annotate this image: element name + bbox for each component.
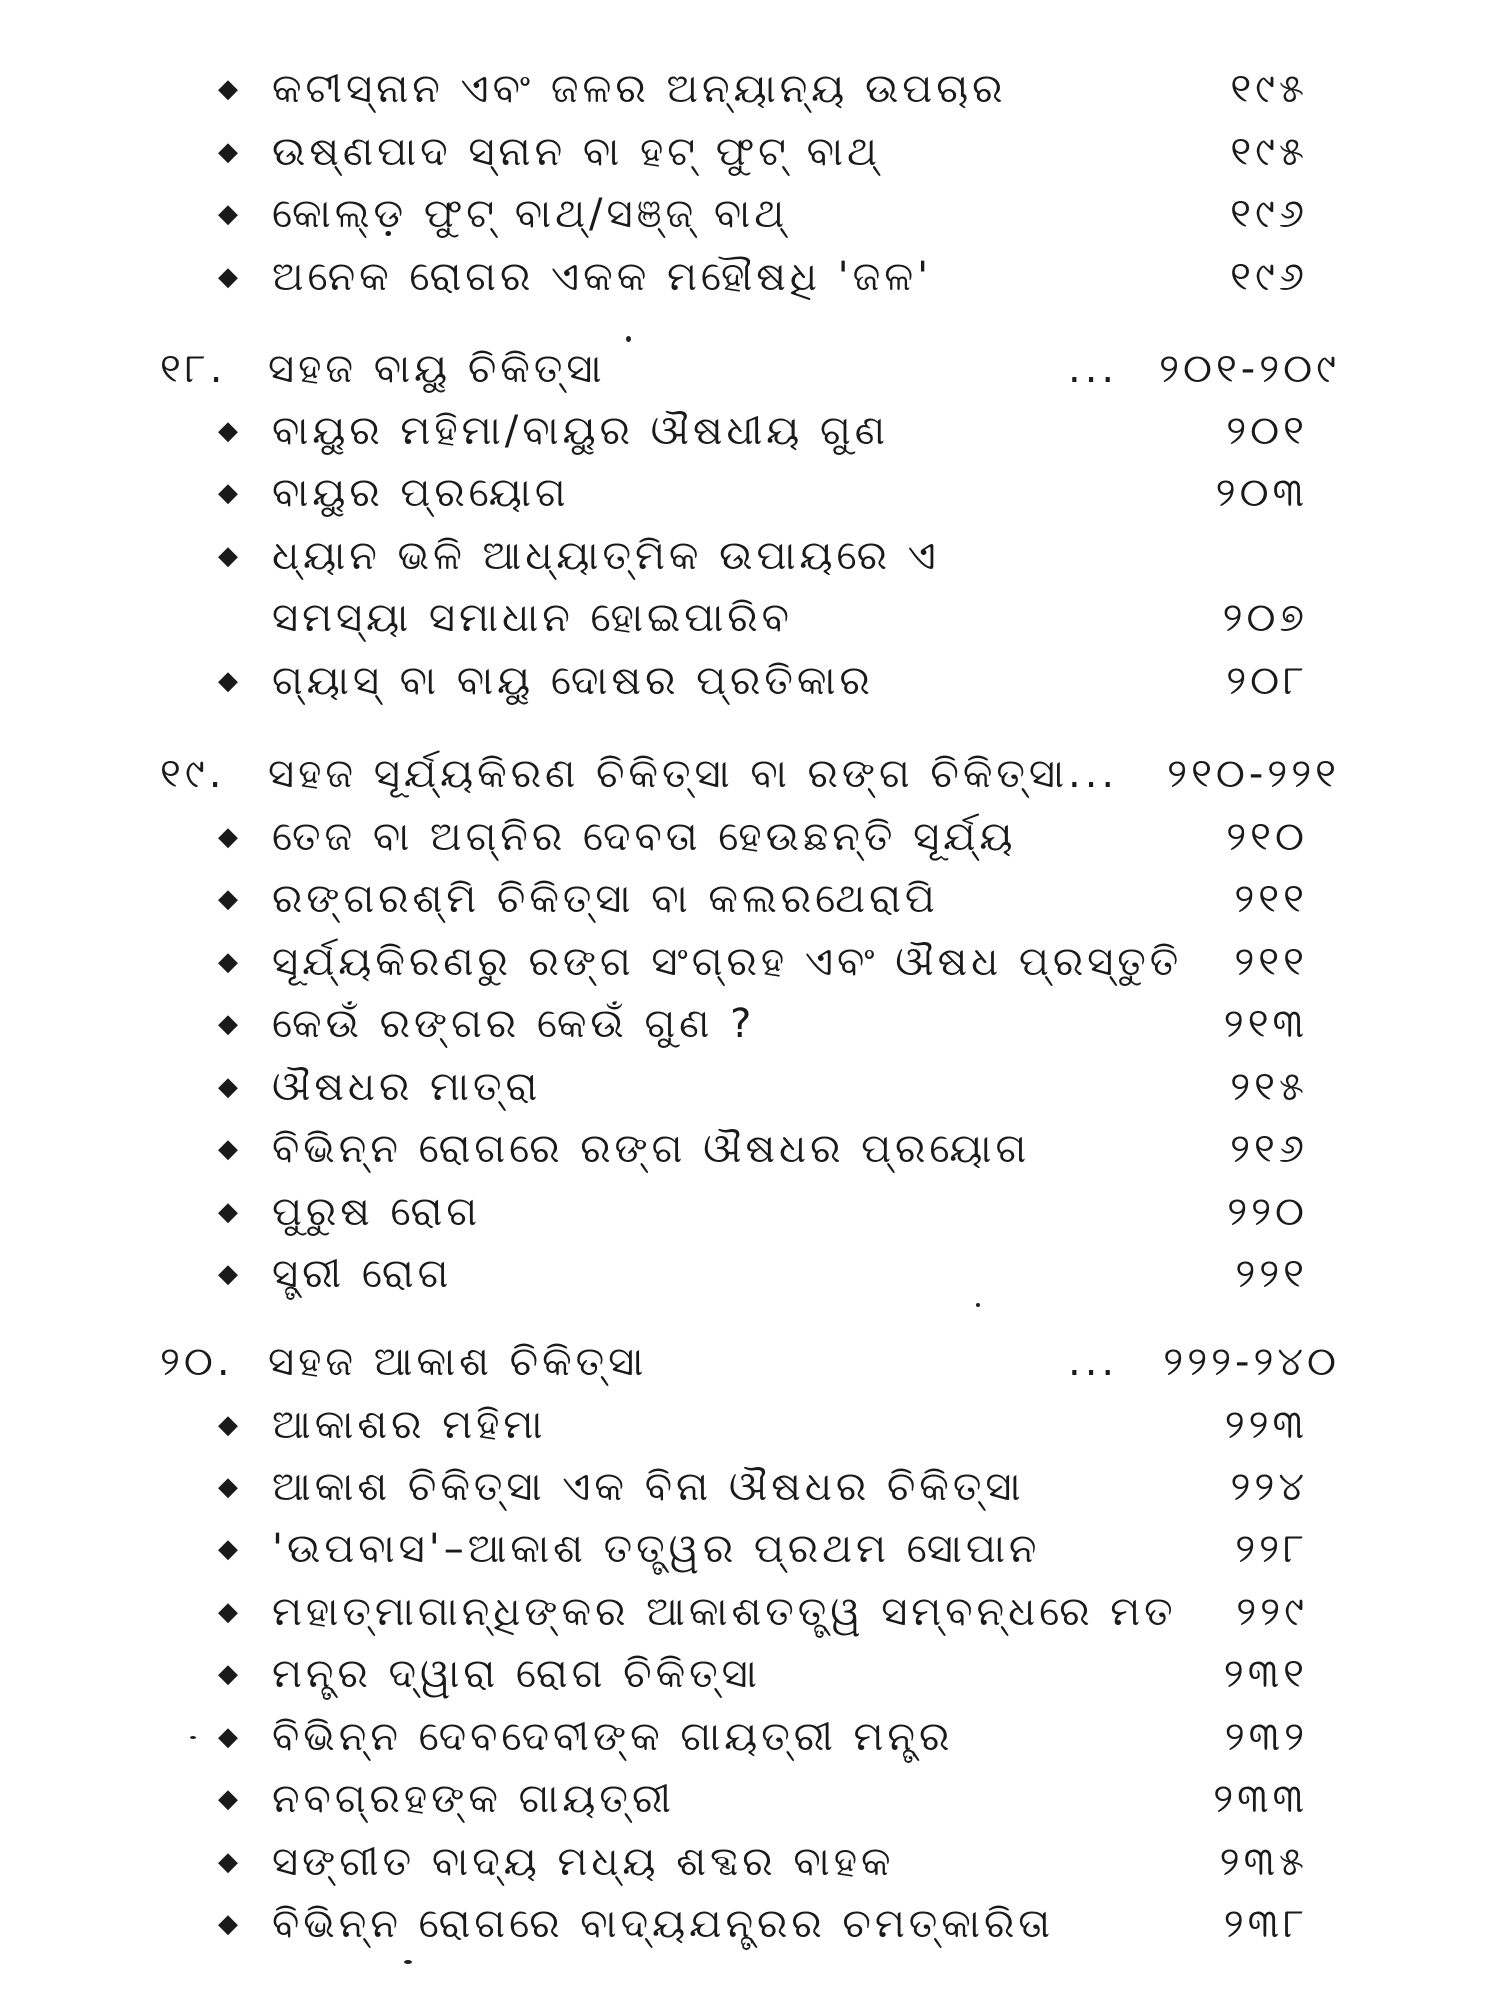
entry-page: ୨୩୧ (1223, 1651, 1308, 1697)
entry-title: କୋଲ୍ଡ଼ ଫୁଟ୍ ବାଥ୍/ସଞ୍ଜ୍ ବାଥ୍ (272, 191, 789, 237)
entry-page: ୨୦୭ (1222, 595, 1308, 641)
toc-entry (0, 1058, 1500, 1116)
toc-entry (0, 1895, 1500, 1953)
entry-title: ବିଭିନ୍ନ ରୋଗରେ ରଙ୍ଗ ଔଷଧର ପ୍ରୟୋଗ (272, 1126, 1031, 1172)
entry-page: ୨୨୩ (1224, 1402, 1308, 1448)
entry-title: ଆକାଶର ମହିମା (272, 1402, 547, 1448)
bullet-diamond-icon: ◆ (218, 74, 242, 104)
entry-title: ସ୍ତ୍ରୀ ରୋଗ (272, 1251, 453, 1297)
entry-title: ଉଷ୍ଣପାଦ ସ୍ନାନ ବା ହଟ୍ ଫୁଟ୍ ବାଥ୍ (272, 129, 881, 175)
section-number: ୨୦. (160, 1339, 234, 1385)
toc-entry (0, 995, 1500, 1053)
entry-title: ବିଭିନ୍ନ ଦେବଦେବୀଙ୍କ ଗାୟତ୍ରୀ ମନ୍ତ୍ର (272, 1714, 954, 1760)
toc-entry (0, 1833, 1500, 1891)
section-leader-dots: ... (1068, 1339, 1119, 1385)
bullet-diamond-icon: ◆ (218, 137, 242, 167)
toc-entry (0, 248, 1500, 306)
section-heading (0, 340, 1500, 398)
bullet-diamond-icon: ◆ (218, 262, 242, 292)
scan-speck (190, 1736, 196, 1739)
entry-page: ୨୧୧ (1234, 876, 1308, 922)
entry-title: ଔଷଧର ମାତ୍ରା (272, 1064, 542, 1110)
toc-entry (0, 1770, 1500, 1828)
toc-entry (0, 1183, 1500, 1241)
toc-entry (0, 1645, 1500, 1703)
toc-entry (0, 402, 1500, 460)
bullet-diamond-icon: ◆ (218, 884, 242, 914)
bullet-diamond-icon: ◆ (218, 1659, 242, 1689)
entry-title: ମନ୍ତ୍ର ଦ୍ୱାରା ରୋଗ ଚିକିତ୍ସା (272, 1651, 761, 1697)
entry-title: ବିଭିନ୍ନ ରୋଗରେ ବାଦ୍ୟଯନ୍ତ୍ରର ଚମତ୍କାରିତା (272, 1901, 1055, 1947)
bullet-diamond-icon: ◆ (218, 1197, 242, 1227)
entry-title: ବାୟୁର ପ୍ରୟୋଗ (272, 470, 570, 516)
bullet-diamond-icon: ◆ (218, 1072, 242, 1102)
entry-title: ଗ୍ୟାସ୍ ବା ବାୟୁ ଦୋଷର ପ୍ରତିକାର (272, 658, 874, 704)
toc-entry (0, 870, 1500, 928)
section-number: ୧୮. (160, 346, 227, 392)
entry-title: କେଉଁ ରଙ୍ଗର କେଉଁ ଗୁଣ ? (272, 1001, 756, 1047)
entry-title: ପୁରୁଷ ରୋଗ (272, 1189, 482, 1235)
section-title: ସହଜ ସୂର୍ଯ୍ୟକିରଣ ଚିକିତ୍ସା ବା ରଙ୍ଗ ଚିକିତ୍ସା (268, 751, 1069, 797)
entry-title: ତେଜ ବା ଅଗ୍ନିର ଦେବତା ହେଉଛନ୍ତି ସୂର୍ଯ୍ୟ (272, 814, 1017, 860)
toc-entry (0, 652, 1500, 710)
bullet-diamond-icon: ◆ (218, 1784, 242, 1814)
bullet-diamond-icon: ◆ (218, 947, 242, 977)
bullet-diamond-icon: ◆ (218, 1597, 242, 1627)
entry-title: ଅନେକ ରୋଗର ଏକକ ମହୌଷଧି 'ଜଳ' (272, 254, 933, 300)
entry-title: 'ଉପବାସ'–ଆକାଶ ତତ୍ତ୍ୱର ପ୍ରଥମ ସୋପାନ (272, 1526, 1041, 1572)
entry-page: ୨୦୧ (1226, 408, 1308, 454)
bullet-diamond-icon: ◆ (218, 1410, 242, 1440)
toc-entry (0, 1396, 1500, 1454)
toc-entry (0, 1458, 1500, 1516)
entry-page: ୨୩୮ (1223, 1901, 1308, 1947)
bullet-diamond-icon: ◆ (218, 666, 242, 696)
entry-page: ୨୧୩ (1223, 1001, 1308, 1047)
scan-speck (404, 1960, 412, 1964)
bullet-diamond-icon: ◆ (218, 199, 242, 229)
entry-title: ଆକାଶ ଚିକିତ୍ସା ଏକ ବିନା ଔଷଧର ଚିକିତ୍ସା (272, 1464, 1025, 1510)
scan-speck (976, 1303, 980, 1307)
section-heading (0, 745, 1500, 803)
entry-page: ୨୧୫ (1230, 1064, 1308, 1110)
entry-page: ୧୯୬ (1230, 254, 1308, 300)
entry-title: କଟୀସ୍ନାନ ଏବଂ ଜଳର ଅନ୍ୟାନ୍ୟ ଉପଚାର (272, 66, 1007, 112)
entry-page: ୨୨୪ (1230, 1464, 1308, 1510)
entry-page: ୨୨୧ (1235, 1251, 1308, 1297)
bullet-diamond-icon: ◆ (218, 1909, 242, 1939)
entry-title: ମହାତ୍ମାଗାନ୍ଧିଙ୍କର ଆକାଶତତ୍ତ୍ୱ ସମ୍ବନ୍ଧରେ ମତ (272, 1589, 1177, 1635)
entry-page: ୨୧୬ (1230, 1126, 1308, 1172)
entry-title: ସୂର୍ଯ୍ୟକିରଣରୁ ରଙ୍ଗ ସଂଗ୍ରହ ଏବଂ ଔଷଧ ପ୍ରସ୍ତୁତି (272, 939, 1183, 985)
entry-title: ସଙ୍ଗୀତ ବାଦ୍ୟ ମଧ୍ୟ ଶବ୍ଦର ବାହକ (272, 1839, 895, 1885)
entry-page: ୨୩୨ (1224, 1714, 1308, 1760)
toc-entry (0, 60, 1500, 118)
entry-title: ରଙ୍ଗରଶ୍ମି ଚିକିତ୍ସା ବା କଲରଥେରାପି (272, 876, 939, 922)
entry-page: ୧୯୫ (1230, 66, 1308, 112)
section-number: ୧୯. (160, 751, 226, 797)
entry-page: ୨୧୦ (1226, 814, 1308, 860)
bullet-diamond-icon: ◆ (218, 416, 242, 446)
entry-page: ୨୩୩ (1213, 1776, 1308, 1822)
bullet-diamond-icon: ◆ (218, 1722, 242, 1752)
section-title: ସହଜ ଆକାଶ ଚିକିତ୍ସା (268, 1339, 648, 1385)
bullet-diamond-icon: ◆ (218, 541, 242, 571)
bullet-diamond-icon: ◆ (218, 1259, 242, 1289)
entry-page: ୨୦୮ (1226, 658, 1308, 704)
entry-title: ନବଗ୍ରହଙ୍କ ଗାୟତ୍ରୀ (272, 1776, 675, 1822)
toc-entry (0, 123, 1500, 181)
entry-page: ୨୨୯ (1236, 1589, 1308, 1635)
section-page-range: ୨୨୨-୨୪୦ (1163, 1339, 1340, 1385)
section-heading (0, 1333, 1500, 1391)
entry-page: ୨୨୮ (1235, 1526, 1308, 1572)
entry-page: ୨୦୩ (1215, 470, 1308, 516)
entry-page: ୨୧୧ (1234, 939, 1308, 985)
toc-entry (0, 808, 1500, 866)
toc-entry-continuation (0, 589, 1500, 647)
section-page-range: ୨୧୦-୨୨୧ (1167, 751, 1340, 797)
section-leader-dots: ... (1068, 346, 1119, 392)
section-title: ସହଜ ବାୟୁ ଚିକିତ୍ସା (268, 346, 606, 392)
scan-speck (626, 336, 631, 342)
bullet-diamond-icon: ◆ (218, 478, 242, 508)
toc-entry (0, 1120, 1500, 1178)
bullet-diamond-icon: ◆ (218, 1472, 242, 1502)
section-page-range: ୨୦୧-୨୦୯ (1159, 346, 1340, 392)
entry-title: ଧ୍ୟାନ ଭଳି ଆଧ୍ୟାତ୍ମିକ ଉପାୟରେ ଏ (272, 533, 940, 579)
toc-entry (0, 527, 1500, 585)
toc-entry (0, 1245, 1500, 1303)
section-leader-dots: ... (1068, 751, 1119, 797)
toc-entry (0, 1583, 1500, 1641)
toc-entry (0, 1708, 1500, 1766)
bullet-diamond-icon: ◆ (218, 1534, 242, 1564)
entry-page: ୧୯୬ (1230, 191, 1308, 237)
entry-page: ୨୨୦ (1227, 1189, 1308, 1235)
toc-entry (0, 933, 1500, 991)
toc-entry (0, 1520, 1500, 1578)
entry-page: ୨୩୫ (1219, 1839, 1308, 1885)
entry-title-continued: ସମସ୍ୟା ସମାଧାନ ହୋଇପାରିବ (272, 595, 793, 641)
toc-entry (0, 185, 1500, 243)
bullet-diamond-icon: ◆ (218, 822, 242, 852)
toc-entry (0, 464, 1500, 522)
bullet-diamond-icon: ◆ (218, 1847, 242, 1877)
entry-page: ୧୯୫ (1230, 129, 1308, 175)
bullet-diamond-icon: ◆ (218, 1009, 242, 1039)
bullet-diamond-icon: ◆ (218, 1134, 242, 1164)
entry-title: ବାୟୁର ମହିମା/ବାୟୁର ଔଷଧୀୟ ଗୁଣ (272, 408, 889, 454)
